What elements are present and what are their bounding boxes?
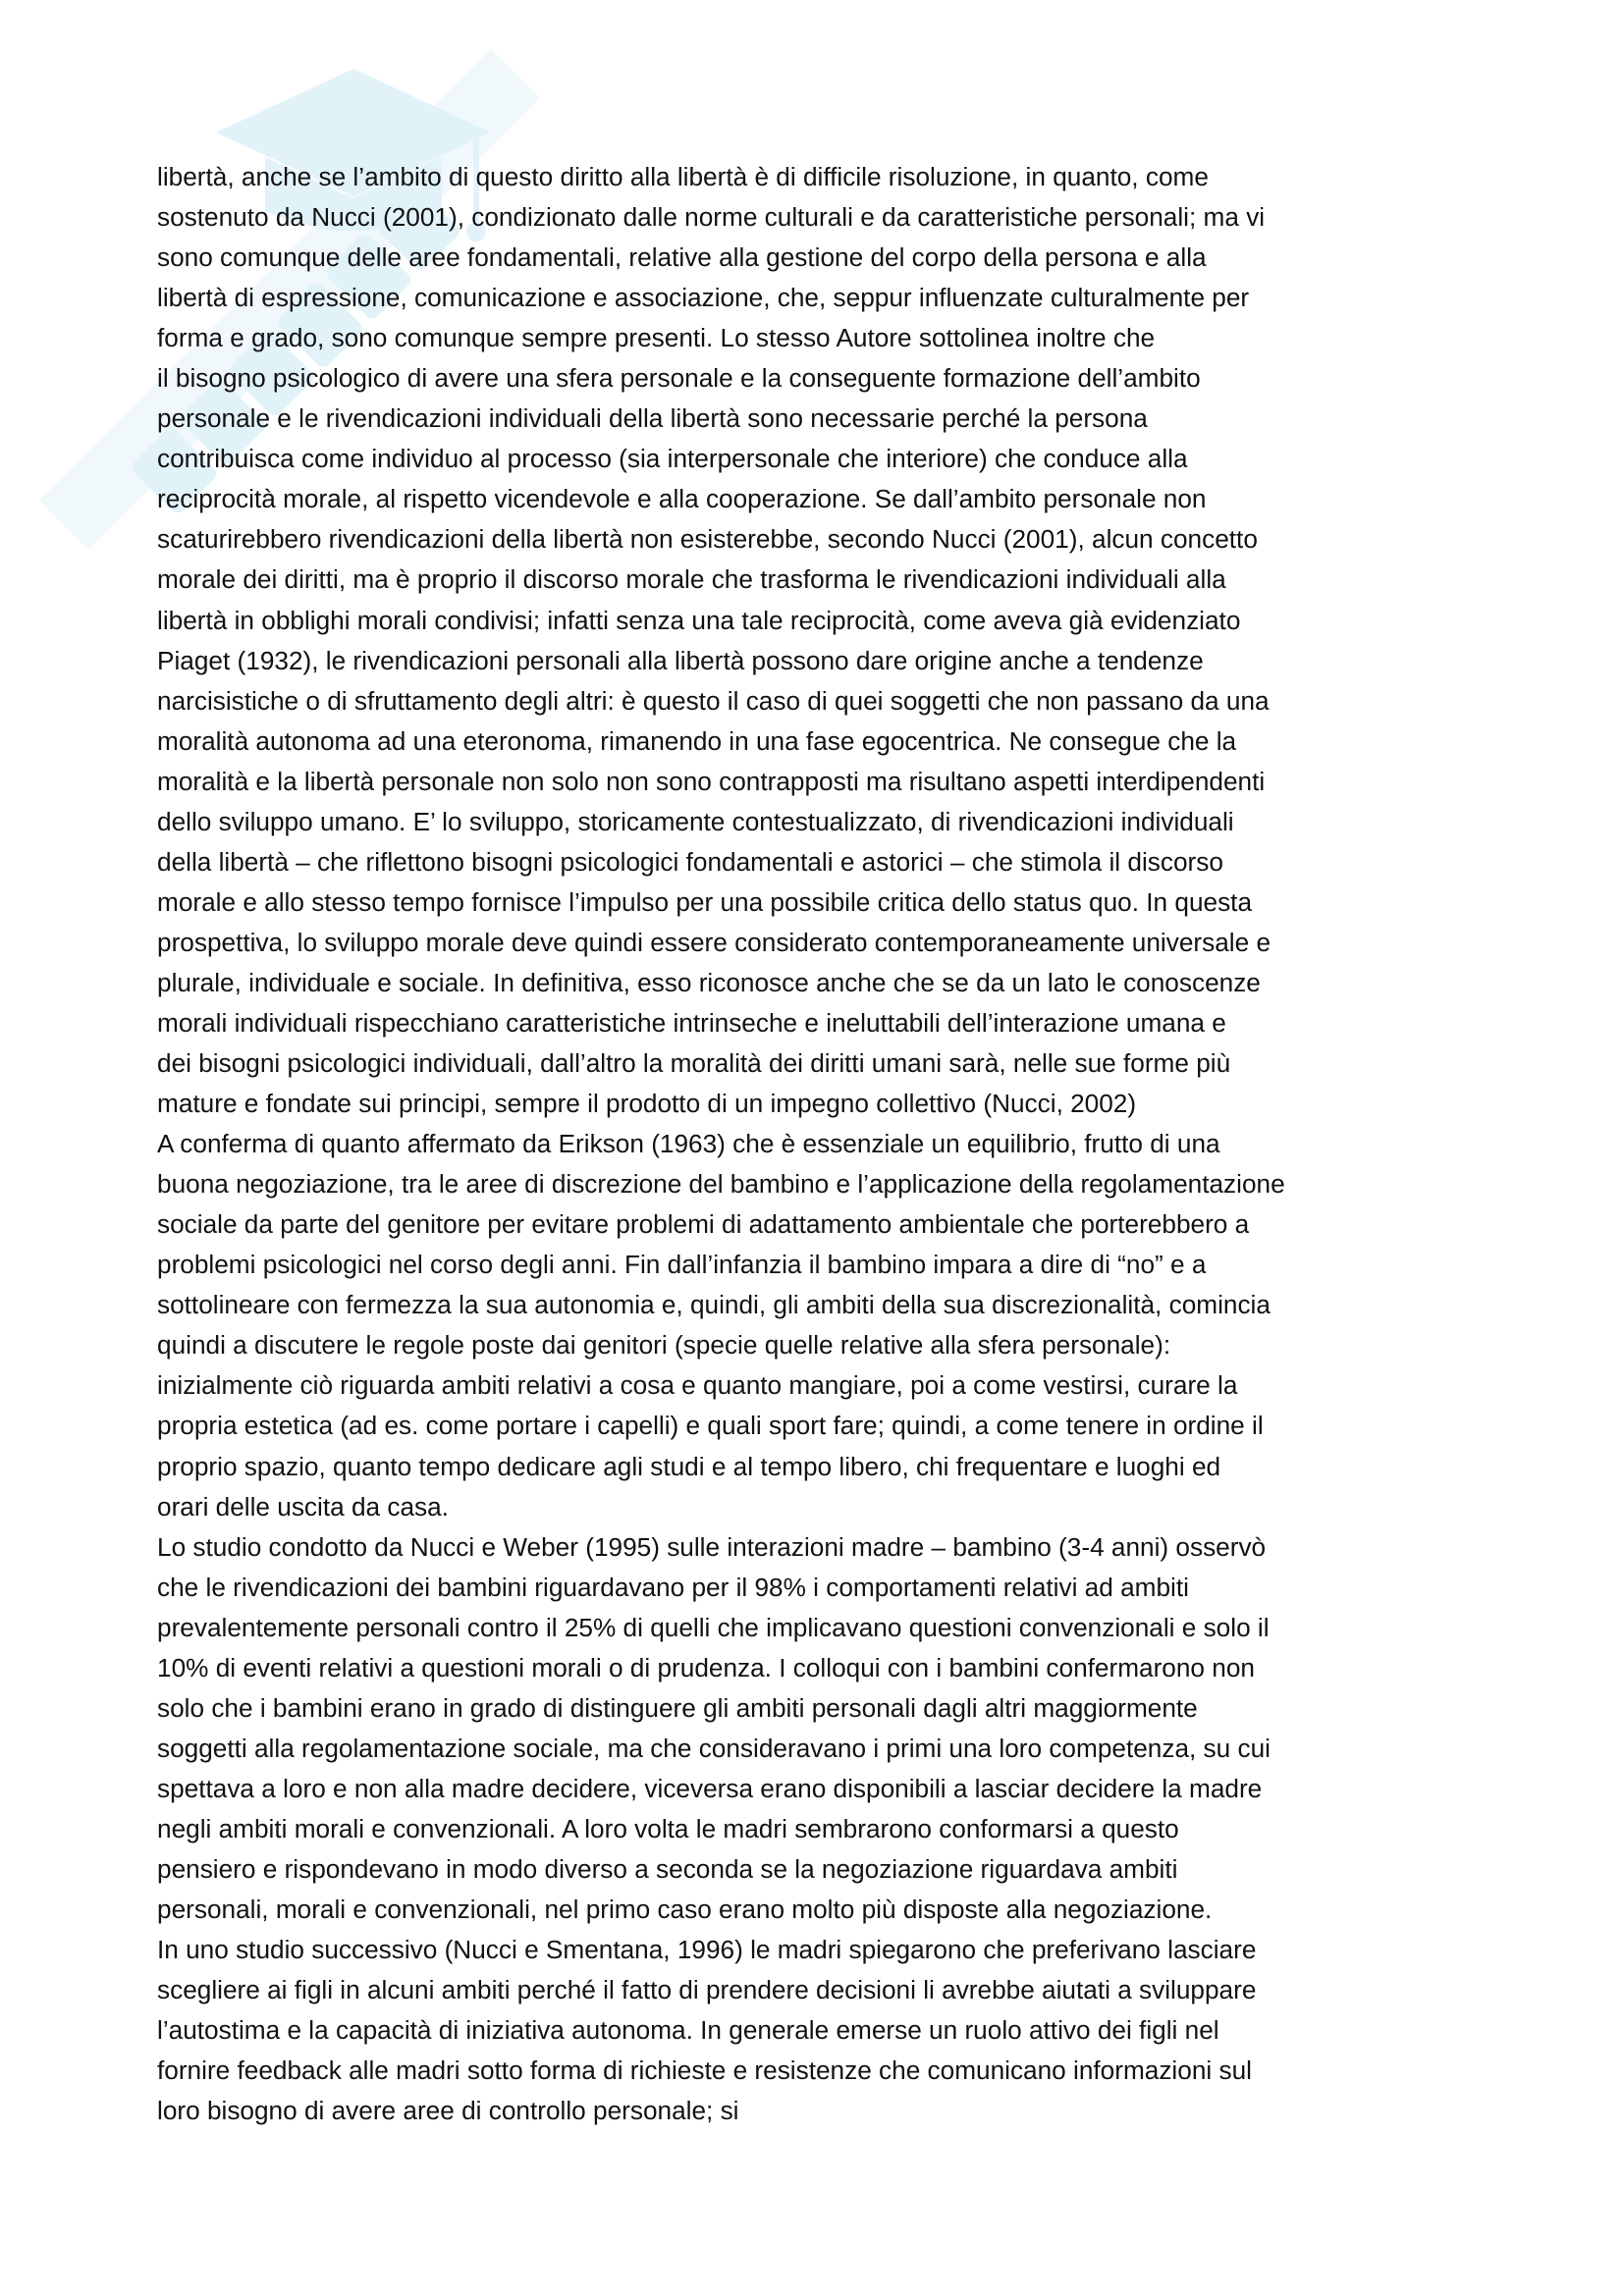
- text-line: dei bisogni psicologici individuali, dall’altro la moralità dei diritti umani sarà, nelle sue forme più: [157, 1048, 1231, 1079]
- text-line: A conferma di quanto affermato da Erikson (1963) che è essenziale un equilibrio, frutto di una: [157, 1129, 1220, 1159]
- text-line: moralità e la libertà personale non solo non sono contrapposti ma risultano aspetti interdipendenti: [157, 766, 1266, 796]
- text-line: prospettiva, lo sviluppo morale deve quindi essere considerato contemporaneamente universale e: [157, 927, 1271, 957]
- text-line: sostenuto da Nucci (2001), condizionato dalle norme culturali e da caratteristiche personali; ma vi: [157, 202, 1266, 233]
- text-line: problemi psicologici nel corso degli anni. Fin dall’infanzia il bambino impara a dire di “no” e a: [157, 1250, 1207, 1280]
- text-line: scegliere ai figli in alcuni ambiti perché il fatto di prendere decisioni li avrebbe aiutati a sviluppare: [157, 1975, 1257, 2005]
- text-line: dello sviluppo umano. E’ lo sviluppo, storicamente contestualizzato, di rivendicazioni individuali: [157, 806, 1234, 836]
- text-line: soggetti alla regolamentazione sociale, ma che consideravano i primi una loro competenza, su cui: [157, 1733, 1271, 1763]
- text-line: libertà, anche se l’ambito di questo diritto alla libertà è di difficile risoluzione, in quanto, come: [157, 162, 1209, 191]
- text-line: In uno studio successivo (Nucci e Smentana, 1996) le madri spiegarono che preferivano lasciare: [157, 1935, 1257, 1965]
- text-line: libertà in obblighi morali condivisi; infatti senza una tale reciprocità, come aveva già evidenziato: [157, 605, 1241, 635]
- text-line: solo che i bambini erano in grado di distinguere gli ambiti personali dagli altri maggiormente: [157, 1692, 1198, 1723]
- text-line: loro bisogno di avere aree di controllo personale; si: [157, 2096, 739, 2126]
- text-line: il bisogno psicologico di avere una sfera personale e la conseguente formazione dell’ambito: [157, 363, 1201, 394]
- text-line: fornire feedback alle madri sotto forma di richieste e resistenze che comunicano informazioni sul: [157, 2056, 1252, 2086]
- text-line: reciprocità morale, al rispetto vicendevole e alla cooperazione. Se dall’ambito personale non: [157, 484, 1207, 514]
- text-line: scaturirebbero rivendicazioni della libertà non esisterebbe, secondo Nucci (2001), alcun concetto: [157, 524, 1258, 555]
- text-line: negli ambiti morali e convenzionali. A loro volta le madri sembrarono conformarsi a questo: [157, 1813, 1179, 1843]
- text-line: plurale, individuale e sociale. In definitiva, esso riconosce anche che se da un lato le conoscenze: [157, 967, 1261, 997]
- document-body: [157, 157, 1483, 2131]
- text-line: orari delle uscita da casa.: [157, 1491, 449, 1522]
- text-line: prevalentemente personali contro il 25% di quelli che implicavano questioni convenzionali e solo il: [157, 1612, 1270, 1642]
- text-line: spettava a loro e non alla madre decidere, viceversa erano disponibili a lasciar decidere la madre: [157, 1773, 1263, 1803]
- text-line: della libertà – che riflettono bisogni psicologici fondamentali e astorici – che stimola il discorso: [157, 846, 1223, 877]
- text-line: sociale da parte del genitore per evitare problemi di adattamento ambientale che porterebbero a: [157, 1209, 1250, 1240]
- text-line: personali, morali e convenzionali, nel primo caso erano molto più disposte alla negoziazione.: [157, 1895, 1213, 1925]
- text-line: morali individuali rispecchiano caratteristiche intrinseche e ineluttabili dell’interazione umana e: [157, 1007, 1226, 1038]
- text-line: morale dei diritti, ma è proprio il discorso morale che trasforma le rivendicazioni individuali alla: [157, 564, 1226, 595]
- text-line: libertà di espressione, comunicazione e associazione, che, seppur influenzate culturalmente per: [157, 283, 1250, 313]
- text-line: 10% di eventi relativi a questioni morali o di prudenza. I colloqui con i bambini confermarono non: [157, 1652, 1255, 1682]
- text-line: narcisistiche o di sfruttamento degli altri: è questo il caso di quei soggetti che non passano da una: [157, 685, 1270, 716]
- text-line: personale e le rivendicazioni individuali della libertà sono necessarie perché la persona: [157, 403, 1148, 434]
- text-line: Lo studio condotto da Nucci e Weber (1995) sulle interazioni madre – bambino (3-4 anni) osservò: [157, 1531, 1267, 1562]
- text-line: inizialmente ciò riguarda ambiti relativi a cosa e quanto mangiare, poi a come vestirsi, curare la: [157, 1370, 1238, 1401]
- text-line: Piaget (1932), le rivendicazioni personali alla libertà possono dare origine anche a tendenze: [157, 645, 1204, 675]
- text-line: quindi a discutere le regole poste dai genitori (specie quelle relative alla sfera personale):: [157, 1330, 1171, 1361]
- text-line: sottolineare con fermezza la sua autonomia e, quindi, gli ambiti della sua discrezionalità, comincia: [157, 1290, 1271, 1320]
- text-line: contribuisca come individuo al processo (sia interpersonale che interiore) che conduce alla: [157, 444, 1188, 474]
- text-line: morale e allo stesso tempo fornisce l’impulso per una possibile critica dello status quo. In questa: [157, 886, 1253, 917]
- text-line: proprio spazio, quanto tempo dedicare agli studi e al tempo libero, chi frequentare e luoghi ed: [157, 1451, 1221, 1481]
- text-line: l’autostima e la capacità di iniziativa autonoma. In generale emerse un ruolo attivo dei figli nel: [157, 2015, 1219, 2046]
- text-line: forma e grado, sono comunque sempre presenti. Lo stesso Autore sottolinea inoltre che: [157, 323, 1156, 353]
- text-line: buona negoziazione, tra le aree di discrezione del bambino e l’applicazione della regolamentazione: [157, 1169, 1285, 1200]
- text-line: che le rivendicazioni dei bambini riguardavano per il 98% i comportamenti relativi ad ambiti: [157, 1572, 1189, 1602]
- text-line: propria estetica (ad es. come portare i capelli) e quali sport fare; quindi, a come tenere in ordine il: [157, 1411, 1264, 1441]
- text-line: moralità autonoma ad una eteronoma, rimanendo in una fase egocentrica. Ne consegue che la: [157, 725, 1237, 756]
- text-line: mature e fondate sui principi, sempre il prodotto di un impegno collettivo (Nucci, 2002): [157, 1089, 1137, 1119]
- text-line: sono comunque delle aree fondamentali, relative alla gestione del corpo della persona e alla: [157, 242, 1207, 273]
- text-line: pensiero e rispondevano in modo diverso a seconda se la negoziazione riguardava ambiti: [157, 1853, 1178, 1884]
